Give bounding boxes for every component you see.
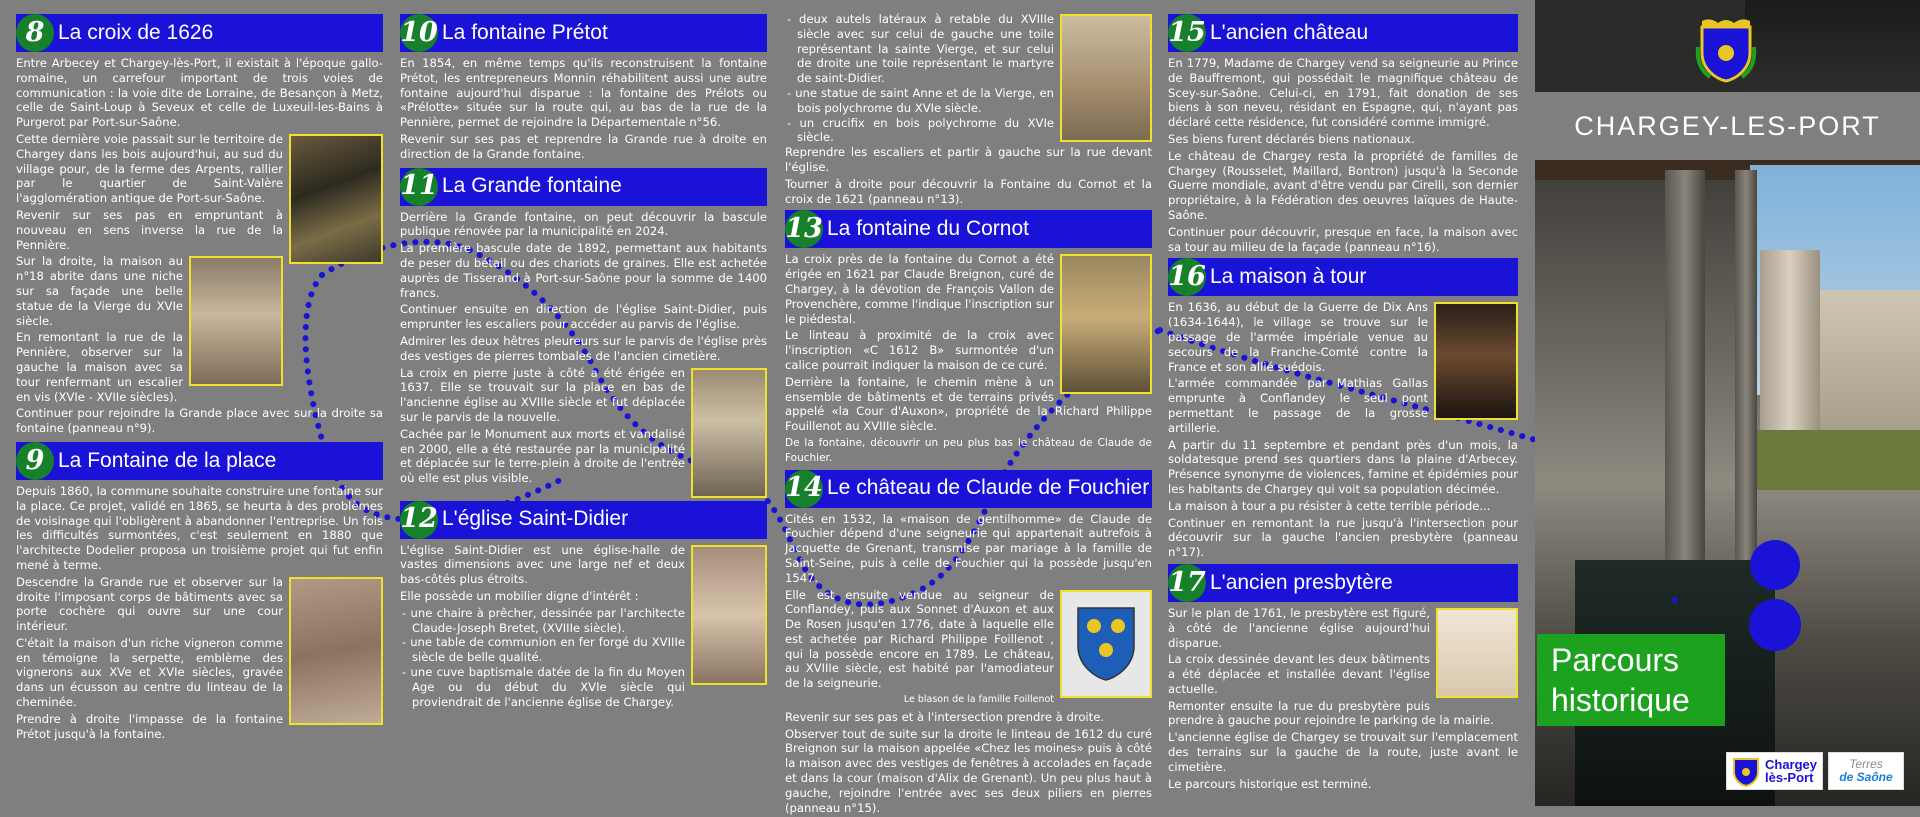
- photo-plan-1761: [1436, 608, 1518, 698]
- section-number: 11: [400, 168, 438, 206]
- photo-portrait-gallas: [1434, 302, 1518, 420]
- list-item: - une statue de saint Anne et de la Vierge, en bois polychrome du XVIe siècle.: [785, 86, 1152, 116]
- municipal-crest-logo: [1693, 16, 1759, 84]
- paragraph: Prendre à droite l'impasse de la fontaine Prétot jusqu'à la fontaine.: [16, 711, 283, 741]
- paragraph: De la fontaine, découvrir un peu plus bas le château de Claude de Fouchier.: [785, 436, 1152, 464]
- crest-icon: [1731, 755, 1761, 787]
- section-title: L'ancien château: [1210, 20, 1369, 44]
- section-title: La maison à tour: [1210, 264, 1367, 288]
- column-4: [1168, 14, 1518, 793]
- paragraph: Cette dernière voie passait sur le territoire de Chargey dans les bois aujourd'hui, au sud du village pour, de la ferme des Arpents, rallier par le quartier de Saint-Valère l'agglomération antique de Port-sur-Saône.: [16, 131, 283, 206]
- paragraph: Revenir sur ses pas en empruntant à nouveau en sens inverse la rue de la Pennière.: [16, 207, 283, 252]
- paragraph: Revenir sur ses pas et reprendre la Grande rue à droite en direction de la Grande fontaine.: [400, 131, 767, 161]
- paragraph: A partir du 11 septembre et pendant près d'un mois, la soldatesque prend ses quartiers dans la plaine d'Arbecey. Présence synonyme de violences, famine et épidémies pour les habitants de Chargey qui voit sa population décimée.: [1168, 437, 1518, 496]
- section-12-header: [400, 501, 767, 539]
- paragraph: La croix dessinée devant les deux bâtiments a été déplacée et installée devant l'église actuelle.: [1168, 652, 1430, 696]
- paragraph: La croix en pierre juste à côté a été érigée en 1637. Elle se trouvait sur la place en bas de l'ancienne église au XVIIIe siècle et fut déplacée sur le parvis de la nouvelle.: [400, 365, 685, 424]
- section-number: 16: [1168, 258, 1206, 296]
- paragraph: L'église Saint-Didier est une église-halle de vastes dimensions avec une large nef et deux bas-côtés plus étroits.: [400, 542, 685, 587]
- paragraph: Sur le plan de 1761, le presbytère est figuré, à côté de l'ancienne église aujourd'hui disparue.: [1168, 605, 1430, 650]
- paragraph: Derrière la Grande fontaine, on peut découvrir la bascule publique rénovée par la municipalité en 2024.: [400, 209, 767, 239]
- terres-de-saone-logo: [1828, 752, 1904, 790]
- paragraph: Continuer en remontant la rue jusqu'à l'intersection pour découvrir sur la gauche l'ancien presbytère (panneau n°17).: [1168, 515, 1518, 560]
- photo-baptismal-font: [691, 545, 767, 685]
- paragraph: Derrière la fontaine, le chemin mène à un ensemble de bâtiments et de terrains privés appelé «la Cour d'Auxon», propriété de la Richard Philippe Fouillenot au XVIIIe siècle.: [785, 374, 1152, 434]
- parcours-banner: [1537, 634, 1725, 726]
- paragraph: Le parcours historique est terminé.: [1168, 776, 1372, 791]
- paragraph: Cachée par le Monument aux morts et vandalisé en 2000, elle a été restaurée par la municipalité et déplacée sur le terre-plein à droite de l'entrée où elle est plus visible.: [400, 426, 685, 486]
- section-number: 12: [400, 501, 438, 539]
- section-8-header: [16, 14, 383, 52]
- section-number: 9: [16, 442, 54, 480]
- banner-line-1: Parcours: [1551, 642, 1680, 678]
- photo-crucifix: [1060, 14, 1152, 142]
- photo-cross-1626: [289, 134, 383, 264]
- paragraph: Admirer les deux hêtres pleureurs sur le parvis de l'église près des vestiges de pierres tombales de l'ancien cimetière.: [400, 333, 767, 363]
- section-title: Le château de Claude de Fouchier: [827, 476, 1150, 500]
- list-item: - une chaire à prêcher, dessinée par l'architecte Claude-Joseph Bretet, (XVIIIe siècle).: [400, 606, 767, 636]
- section-number: 15: [1168, 14, 1206, 52]
- section-title: La Fontaine de la place: [58, 448, 277, 472]
- paragraph: Ses biens furent déclarés biens nationaux.: [1168, 131, 1415, 146]
- logo-text-line-2: lès-Port: [1765, 770, 1814, 785]
- town-name: CHARGEY-LES-PORT: [1574, 110, 1881, 141]
- section-title: La fontaine du Cornot: [827, 216, 1029, 240]
- paragraph: La première bascule date de 1892, permettant aux habitants de peser du bétail ou des chariots de graines. Elle est achetée auprès de Tisserand à Port-sur-Saône pour la somme de 1400 francs.: [400, 241, 767, 300]
- paragraph: Tourner à droite pour découvrir la Fontaine du Cornot et la croix de 1621 (panneau n°13).: [785, 176, 1152, 206]
- paragraph: En remontant la rue de la Pennière, observer sur la gauche la maison avec sa tour renfermant un escalier en vis (XVIe - XVIIe siècles).: [16, 330, 183, 404]
- paragraph: L'armée commandée par Mathias Gallas emprunte à Conflandey le seul pont permettant le passage de la grosse artillerie.: [1168, 376, 1428, 435]
- photo-stone-cross: [691, 368, 767, 498]
- section-10-header: [400, 14, 767, 52]
- paragraph: Sur la droite, la maison au n°18 abrite dans une niche sur sa façade une belle statue de la Vierge du XVIe siècle.: [16, 254, 183, 328]
- section-14-header: [785, 470, 1152, 508]
- paragraph: Continuer pour rejoindre la Grande place avec sur la droite sa fontaine (panneau n°9).: [16, 406, 383, 436]
- paragraph: Elle possède un mobilier digne d'intérêt :: [400, 588, 639, 603]
- photo-virgin-statue: [189, 256, 283, 386]
- paragraph: Observer tout de suite sur la droite le linteau de 1612 du curé Breignon sur la maison appelée «Chez les moines» puis à côté la maison avec des vestiges de fenêtres à accolades en façade et dans la cour (maison d'Alix de Grenant). Un peu plus haut à gauche, rejoindre l'entrée avec ses deux piliers en pierres (panneau n°15).: [785, 726, 1152, 815]
- paragraph: L'ancienne église de Chargey se trouvait sur l'emplacement des terrains sur la gauche de la route, juste avant le cimetière.: [1168, 730, 1518, 774]
- paragraph: Cités en 1532, la «maison de gentilhomme» de Claude de Fouchier dépend d'une seigneurie qui appartenait autrefois à Jacquette de Grenant, transmise par mariage à la famille de Saint-Seine, puis à celle de Fouchier qui la possède jusqu'en 1547.: [785, 511, 1152, 585]
- list-item: - une cuve baptismale datée de la fin du Moyen Age ou du début du XVIe siècle qui proviendrait de l'ancienne église de Chargey.: [400, 665, 767, 709]
- paragraph: Remonter ensuite la rue du presbytère puis prendre à gauche pour rejoindre le parking de la mairie.: [1168, 698, 1494, 728]
- paragraph: Elle est ensuite vendue au seigneur de Conflandey, puis aux Sonnet d'Auxon et aux De Rosen jusqu'en 1776, date à laquelle elle est achetée par Richard Philippe Foillenot , qui la possède encore en 1789. Le château, au XVIIIe siècle, est habité par l'amodiateur de la seigneurie.: [785, 587, 1054, 691]
- section-title: L'ancien presbytère: [1210, 570, 1393, 594]
- paragraph: Continuer ensuite en direction de l'église Saint-Didier, puis emprunter les escaliers pour accéder au parvis de l'église.: [400, 302, 767, 332]
- section-number: 8: [16, 14, 54, 52]
- section-11-header: [400, 168, 767, 206]
- section-16-header: [1168, 258, 1518, 296]
- section-title: La croix de 1626: [58, 20, 214, 44]
- section-9-header: [16, 442, 383, 480]
- shield-icon: [1076, 606, 1136, 682]
- section-number: 14: [785, 470, 823, 508]
- section-title: La Grande fontaine: [442, 174, 622, 198]
- paragraph: Le château de Chargey resta la propriété de familles de Chargey (Rousselet, Maillard, Bontron) jusqu'à la Seconde Guerre mondiale, avant d'être vendu par Cirelli, son dernier propriétaire, à la Fédération des oeuvres laïques de Haute-Saône.: [1168, 148, 1518, 222]
- section-15-header: [1168, 14, 1518, 52]
- section-title: L'église Saint-Didier: [442, 507, 629, 531]
- photo-lintel-1612: [1060, 254, 1152, 394]
- paragraph: Continuer pour découvrir, presque en face, la maison avec sa tour au milieu de la façade (panneau n°16).: [1168, 224, 1518, 254]
- column-2: [400, 14, 767, 709]
- list-item: - une table de communion en fer forgé du XVIIIe siècle de belle qualité.: [400, 635, 767, 665]
- paragraph: En 1854, en même temps qu'ils reconstruisent la fontaine Prétot, les entrepreneurs Monnin réhabilitent aussi une autre fontaine aujourd'hui disparue : la fontaine des Prélots ou «Prélotte» située sur la route qui, au bas de la rue de la Pennière, permet de rejoindre la Départementale n°56.: [400, 56, 767, 130]
- banner-line-2: historique: [1551, 682, 1690, 718]
- logo-text-line-1: Chargey: [1765, 757, 1818, 772]
- paragraph: La maison à tour a pu résister à cette terrible période...: [1168, 498, 1491, 513]
- section-number: 17: [1168, 564, 1206, 602]
- section-number: 10: [400, 14, 438, 52]
- column-3: [785, 12, 1152, 817]
- paragraph: Entre Arbecey et Chargey-lès-Port, il existait à l'époque gallo-romaine, un carrefour important de trois voies de communication : la voie dite de Lorraine, de Besançon à Metz, celle de Saint-Loup à Seveux et celle de Luxeuil-les-Bains à Purgerot par Port-sur-Saône.: [16, 56, 383, 130]
- section-17-header: [1168, 564, 1518, 602]
- crest-icon: [1696, 17, 1756, 83]
- logo-text-line-1: Terres: [1849, 757, 1883, 771]
- paragraph: Depuis 1860, la commune souhaite construire une fontaine sur la place. Ce projet, validé en 1865, se heurta à des problèmes de voisinage qui l'obligèrent à abandonner l'entreprise. Un fois les difficultés surmontées, c'est seulement en 1880 que l'architecte Dodelier proposa un troisième projet qui fut enfin mené à terme.: [16, 483, 383, 572]
- photo-coat-of-arms: [1060, 590, 1152, 698]
- section-title: La fontaine Prétot: [442, 20, 608, 44]
- photo-caption: Le blason de la famille Foillenot: [903, 694, 1054, 706]
- paragraph: Revenir sur ses pas et à l'intersection prendre à droite.: [785, 709, 1105, 724]
- list-item: - un crucifix en bois polychrome du XVIe siècle.: [785, 116, 1152, 146]
- list-item: - deux autels latéraux à retable du XVIIIe siècle avec sur celui de gauche une toile représentant la sainte Vierge, et sur celui de droite une toile représentant le martyre de saint-Didier.: [785, 12, 1152, 86]
- paragraph: Le linteau à proximité de la croix avec l'inscription «C 1612 B» surmontée d'un calice pourrait indiquer la maison de ce curé.: [785, 328, 1054, 372]
- paragraph: Reprendre les escaliers et partir à gauche sur la rue devant l'église.: [785, 145, 1152, 174]
- logo-text-line-2: de Saône: [1839, 770, 1893, 784]
- paragraph: Descendre la Grande rue et observer sur la droite l'imposant corps de bâtiments avec sa porte cochère qui ouvre sur une cour intérieur.: [16, 574, 283, 634]
- paragraph: En 1636, au début de la Guerre de Dix Ans (1634-1644), le village se trouve sur le passage de l'armée impériale venue au secours de la Franche-Comté contre la France et son allié suédois.: [1168, 300, 1428, 374]
- chargey-logo: [1726, 752, 1823, 790]
- section-number: 13: [785, 210, 823, 248]
- paragraph: La croix près de la fontaine du Cornot a été érigée en 1621 par Claude Breignon, curé de Chargey, à la dévotion de François Vallon de Provenchère, comme l'indique l'inscription sur le piédestal.: [785, 252, 1054, 326]
- paragraph: En 1779, Madame de Chargey vend sa seigneurie au Prince de Bauffremont, qui possédait le magnifique château de Scey-sur-Saône. Celui-ci, en 1791, fait donation de ses biens à son neveu, résidant en Espagne, qui, n'ayant pas déclaré cette résidence, fut considéré comme immigré.: [1168, 56, 1518, 130]
- column-1: [16, 14, 383, 743]
- photo-escutcheon: [289, 577, 383, 725]
- section-13-header: [785, 210, 1152, 248]
- paragraph: C'était la maison d'un riche vigneron comme en témoigne la serpette, emblème des vignerons aux XVe et XVIe siècles, gravée dans un écusson au centre du linteau de la cheminée.: [16, 635, 283, 710]
